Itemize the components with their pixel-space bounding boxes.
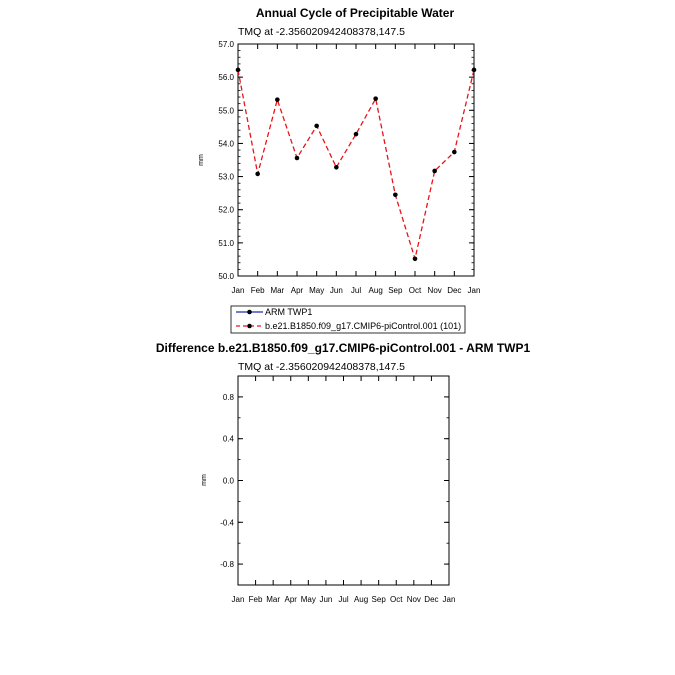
- y-tick-label: 53.0: [218, 172, 234, 182]
- x-tick-label: Feb: [248, 595, 263, 604]
- x-tick-label: Apr: [284, 595, 297, 604]
- difference-subtitle: TMQ at -2.356020942408378,147.5: [238, 361, 405, 373]
- x-tick-label: Apr: [290, 286, 304, 295]
- data-point: [393, 193, 398, 198]
- y-tick-label: -0.8: [220, 560, 234, 570]
- x-tick-label: May: [300, 595, 316, 604]
- y-tick-label: 55.0: [218, 106, 234, 116]
- legend-marker-model: [247, 324, 252, 329]
- difference-plot-frame: [238, 376, 449, 585]
- chart-title: Annual Cycle of Precipitable Water: [255, 6, 455, 20]
- difference-y-axis-label: mm: [201, 474, 208, 486]
- plot-frame: [238, 44, 474, 276]
- x-tick-label: Oct: [408, 286, 422, 295]
- x-tick-label: Jun: [329, 286, 343, 295]
- chart-subtitle: TMQ at -2.356020942408378,147.5: [238, 26, 405, 38]
- x-tick-label: Jul: [338, 595, 349, 604]
- x-tick-label: May: [309, 286, 325, 295]
- data-point: [275, 97, 280, 102]
- series-layer: [236, 68, 477, 262]
- x-tick-label: Sep: [388, 286, 403, 295]
- y-tick-label: 51.0: [218, 238, 234, 248]
- difference-title: Difference b.e21.B1850.f09_g17.CMIP6-piControl.001 - ARM TWP1: [155, 341, 531, 355]
- y-tick-label: 0.8: [222, 392, 234, 402]
- legend: [231, 306, 465, 333]
- data-point: [373, 96, 378, 101]
- x-tick-label: Jan: [231, 595, 245, 604]
- y-tick-label: 0.0: [222, 476, 234, 486]
- data-point: [295, 156, 300, 161]
- x-ticks: [232, 44, 481, 295]
- data-point: [314, 124, 319, 129]
- data-point: [432, 169, 437, 174]
- x-tick-label: Oct: [390, 595, 403, 604]
- y-tick-label: 54.0: [218, 139, 234, 149]
- series-line-1: [238, 70, 474, 259]
- y-tick-label: 52.0: [218, 205, 234, 215]
- x-tick-label: Feb: [250, 286, 265, 295]
- data-point: [452, 150, 457, 155]
- legend-label-arm: ARM TWP1: [265, 307, 313, 317]
- y-ticks: [218, 40, 474, 281]
- x-tick-label: Jul: [350, 286, 362, 295]
- x-tick-label: Nov: [427, 286, 442, 295]
- legend-label-model: b.e21.B1850.f09_g17.CMIP6-piControl.001 (101): [265, 321, 462, 331]
- x-tick-label: Jan: [231, 286, 245, 295]
- y-tick-label: 0.4: [222, 434, 234, 444]
- y-tick-label: 56.0: [218, 73, 234, 83]
- x-tick-label: Aug: [368, 286, 383, 295]
- annual-cycle-chart: [198, 6, 480, 333]
- x-tick-label: Aug: [353, 595, 369, 604]
- data-point: [472, 68, 477, 73]
- x-tick-label: Dec: [424, 595, 439, 604]
- x-tick-label: Dec: [447, 286, 462, 295]
- difference-chart: [156, 341, 531, 604]
- x-tick-label: Jun: [319, 595, 333, 604]
- x-tick-label: Jan: [467, 286, 481, 295]
- legend-marker-arm: [247, 310, 252, 315]
- y-tick-label: 57.0: [218, 40, 234, 49]
- y-tick-label: -0.4: [220, 518, 234, 528]
- y-tick-label: 50.0: [218, 272, 234, 281]
- x-tick-label: Mar: [266, 595, 281, 604]
- data-point: [334, 165, 339, 170]
- data-point: [354, 132, 359, 137]
- data-point: [255, 172, 260, 177]
- difference-y-ticks: [220, 376, 449, 585]
- x-tick-label: Sep: [371, 595, 386, 604]
- y-axis-label: mm: [198, 154, 205, 166]
- data-point: [413, 256, 418, 261]
- data-point: [236, 68, 241, 73]
- x-tick-label: Jan: [442, 595, 456, 604]
- x-tick-label: Nov: [406, 595, 421, 604]
- difference-x-ticks: [232, 376, 456, 604]
- x-tick-label: Mar: [270, 286, 285, 295]
